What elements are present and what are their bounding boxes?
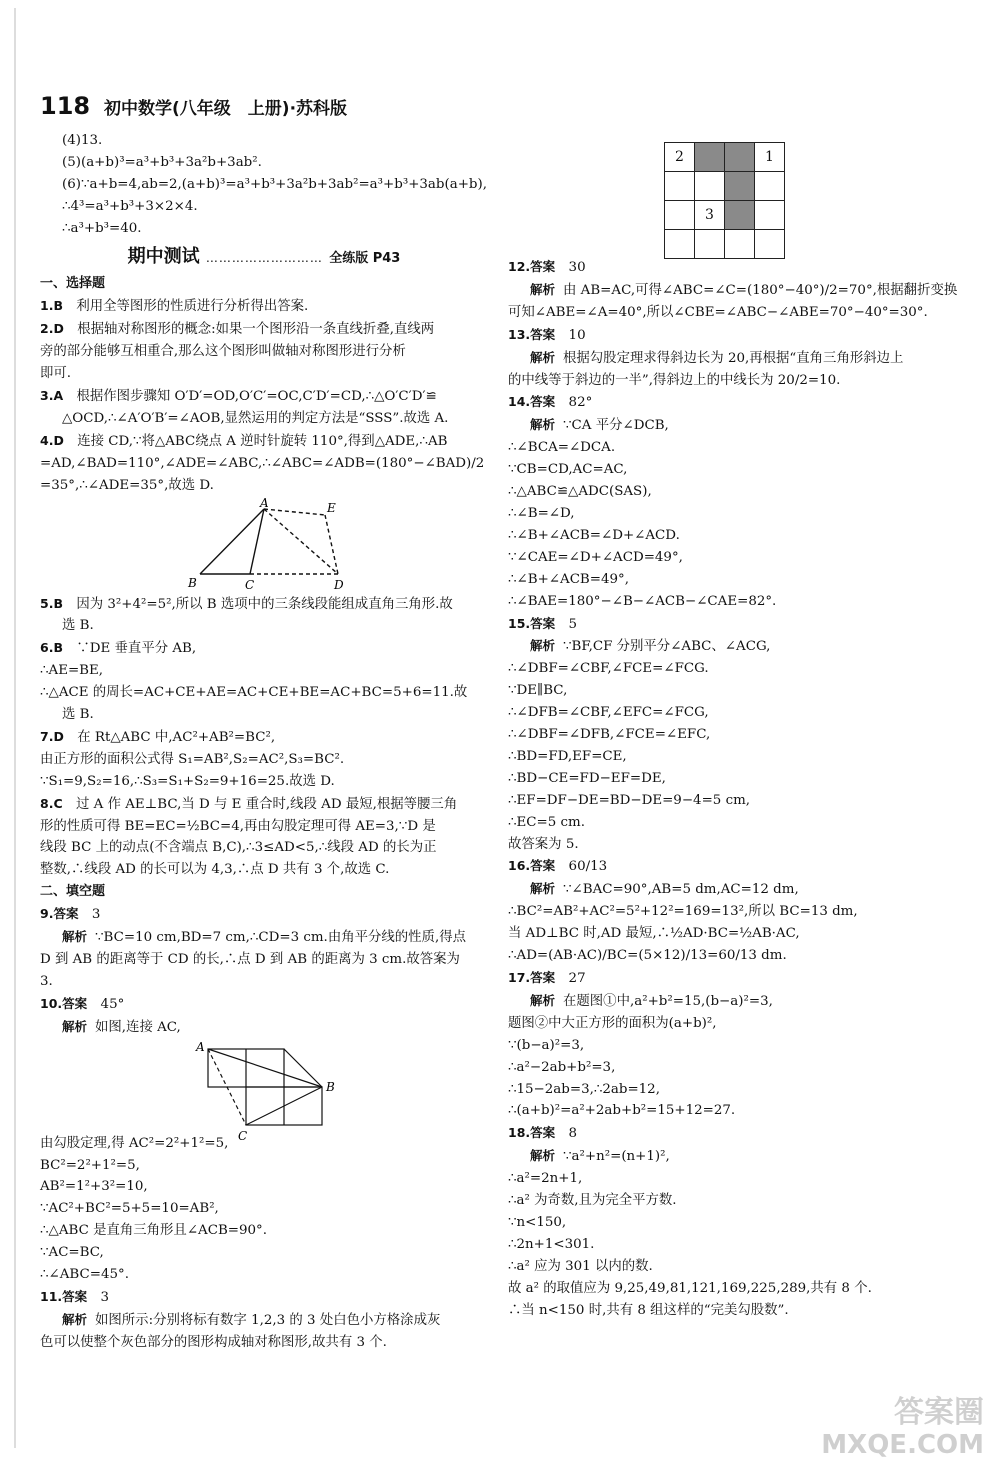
q-text: ∴a² 为奇数,且为完全平方数. xyxy=(508,1193,677,1209)
q-text: ∴∠B=∠D, xyxy=(508,505,575,521)
q-text: ∴(a+b)²=a²+2ab+b²=15+12=27. xyxy=(508,1103,736,1119)
q6 xyxy=(40,637,488,660)
book-title: 初中数学(八年级 上册)·苏科版 xyxy=(104,99,348,119)
q-text: 选 B. xyxy=(62,618,94,634)
q-text: ∴△ABC 是直角三角形且∠ACB=90°. xyxy=(40,1223,267,1239)
q-text: 故 a² 的取值应为 9,25,49,81,121,169,225,289,共有 8 个. xyxy=(508,1280,872,1296)
analysis-label: 解析 xyxy=(530,1148,556,1164)
q-text: ∵S₁=9,S₂=16,∴S₃=S₁+S₂=9+16=25.故选 D. xyxy=(40,773,335,789)
grid-cell: 2 xyxy=(665,143,695,172)
grid-cell xyxy=(725,230,755,259)
q15 xyxy=(508,613,948,636)
q-text: 根据轴对称图形的概念:如果一个图形沿一条直线折叠,直线两 xyxy=(77,322,435,338)
grid-cell-gray xyxy=(725,143,755,172)
q-text: 线段 BC 上的动点(不含端点 B,C),∴3≤AD<5,∴线段 AD 的长为正 xyxy=(40,840,437,856)
q1 xyxy=(40,295,488,318)
q13 xyxy=(508,324,948,347)
q-text: ∵CB=CD,AC=AC, xyxy=(508,462,628,478)
watermark xyxy=(821,1397,984,1461)
section-choice: 一、选择题 xyxy=(40,276,106,292)
grid-cell xyxy=(755,230,785,259)
right-column xyxy=(508,256,958,1322)
prev-line: (4)13. xyxy=(62,133,103,148)
analysis-label: 解析 xyxy=(530,349,556,365)
page-number: 118 xyxy=(40,92,91,120)
label-B: B xyxy=(188,575,197,590)
analysis-label: 解析 xyxy=(530,281,556,297)
q-answer: 10 xyxy=(568,327,586,343)
q16 xyxy=(508,855,948,878)
q-num: 2.D xyxy=(40,321,64,337)
q-num: 10.答案 xyxy=(40,995,88,1011)
q-num: 1.B xyxy=(40,298,63,314)
q-text: 利用全等图形的性质进行分析得出答案. xyxy=(76,299,309,315)
q-text: ∴△ABC≌△ADC(SAS), xyxy=(508,484,652,500)
leader-dots: ……………………… xyxy=(205,250,323,265)
grid-cell: 1 xyxy=(755,143,785,172)
label-A: A xyxy=(260,495,269,510)
q-answer: 8 xyxy=(568,1126,578,1142)
q5 xyxy=(40,593,488,616)
q-text: 如图,连接 AC, xyxy=(95,1019,181,1035)
q-num: 17.答案 xyxy=(508,970,556,985)
q-text: ∴2n+1<301. xyxy=(508,1236,595,1252)
q-text: 因为 3²+4²=5²,所以 B 选项中的三条线段能组成直角三角形.故 xyxy=(76,596,453,612)
q-text: 在 Rt△ABC 中,AC²+AB²=BC², xyxy=(77,729,276,745)
analysis-label: 解析 xyxy=(530,881,556,897)
q-text: ∴AD=(AB·AC)/BC=(5×12)/13=60/13 dm. xyxy=(508,948,787,964)
q-text: 可知∠ABE=∠A=40°,所以∠CBE=∠ABC−∠ABE=70°−40°=30°. xyxy=(508,304,928,320)
seg-AB xyxy=(208,1049,322,1087)
q-text: 题图②中大正方形的面积为(a+b)², xyxy=(508,1015,717,1031)
analysis-label: 解析 xyxy=(62,929,88,945)
q-num: 8.C xyxy=(40,795,63,811)
grid-cell xyxy=(695,230,725,259)
label-D: D xyxy=(334,577,344,592)
label-A: A xyxy=(196,1039,205,1054)
q-answer: 60/13 xyxy=(568,859,608,875)
prev-line: ∴a³+b³=40. xyxy=(62,220,142,236)
q7 xyxy=(40,726,488,749)
q-text: ∴BD=FD,EF=CE, xyxy=(508,748,627,764)
q-text: ∴15−2ab=3,∴2ab=12, xyxy=(508,1081,660,1097)
grid-cell-gray xyxy=(725,201,755,230)
figure-q11-grid xyxy=(664,142,785,259)
q-text: △OCD,∴∠A′O′B′=∠AOB,显然运用的判定方法是“SSS”.故选 A. xyxy=(62,410,449,426)
q-num: 13.答案 xyxy=(508,326,556,342)
q-num: 18.答案 xyxy=(508,1125,556,1141)
q-answer: 3 xyxy=(91,907,101,923)
q-text: ∴∠BCA=∠DCA. xyxy=(508,440,616,456)
q-text: 根据勾股定理求得斜边长为 20,再根据“直角三角形斜边上 xyxy=(563,350,904,366)
figure-q4 xyxy=(40,495,488,592)
q-text: BC²=2²+1²=5, xyxy=(40,1157,140,1173)
q-text: 故答案为 5. xyxy=(508,836,579,852)
label-E: E xyxy=(327,500,336,515)
q-text: ∵AC=BC, xyxy=(40,1245,104,1261)
q-text: AB²=1²+3²=10, xyxy=(40,1179,148,1195)
q-text: 形的性质可得 BE=EC=½BC=4,再由勾股定理可得 AE=3,∵D 是 xyxy=(40,818,436,834)
q-text: ∵n<150, xyxy=(508,1214,567,1230)
edge-AC xyxy=(250,509,264,574)
grid-cell xyxy=(665,230,695,259)
q12 xyxy=(508,256,948,279)
q-text: 即可. xyxy=(40,366,72,382)
q-text: ∴a²−2ab+b²=3, xyxy=(508,1059,616,1075)
q-answer: 27 xyxy=(568,971,586,986)
q-text: ∴a² 应为 301 以内的数. xyxy=(508,1258,653,1274)
q-text: ∴∠ABC=45°. xyxy=(40,1267,129,1283)
q-text: 选 B. xyxy=(62,707,94,723)
q-text: ∴∠DFB=∠CBF,∠EFC=∠FCG, xyxy=(508,705,709,721)
q-text: ∵CA 平分∠DCB, xyxy=(563,418,669,434)
q-text: D 到 AB 的距离等于 CD 的长,∴点 D 到 AB 的距离为 3 cm.故答案为 xyxy=(40,952,460,967)
q-num: 4.D xyxy=(40,432,64,448)
q-text: ∴∠B+∠ACB=∠D+∠ACD. xyxy=(508,527,680,543)
q-text: ∵AC²+BC²=5+5=10=AB², xyxy=(40,1201,219,1217)
q-text: ∵a²+n²=(n+1)², xyxy=(563,1149,670,1165)
q-text: ∵BF,CF 分别平分∠ABC、∠ACG, xyxy=(563,639,771,655)
q-text: 如图所示:分别将标有数字 1,2,3 的 3 处白色小方格涂成灰 xyxy=(95,1312,441,1328)
q10 xyxy=(40,993,488,1016)
left-column xyxy=(40,130,488,1354)
q-text: ∵(b−a)²=3, xyxy=(508,1037,585,1053)
q-text: 根据作图步骤知 O′D′=OD,O′C′=OC,C′D′=CD,∴△O′C′D′≌ xyxy=(76,388,437,404)
q-text: ∵∠BAC=90°,AB=5 dm,AC=12 dm, xyxy=(563,882,799,898)
prev-line: ∴4³=a³+b³+3×2×4. xyxy=(62,198,198,214)
q2 xyxy=(40,318,488,341)
q-answer: 3 xyxy=(100,1289,110,1305)
q17 xyxy=(508,967,948,990)
section-title xyxy=(40,246,488,270)
q-text: ∴BD−CE=FD−EF=DE, xyxy=(508,770,666,786)
q-text: 由正方形的面积公式得 S₁=AB²,S₂=AC²,S₃=BC². xyxy=(40,751,345,767)
grid-cell-gray xyxy=(725,172,755,201)
q-text: ∵∠CAE=∠D+∠ACD=49°, xyxy=(508,549,683,565)
midterm-title: 期中测试 xyxy=(127,245,200,267)
q-text: 在题图①中,a²+b²=15,(b−a)²=3, xyxy=(563,993,773,1009)
q4 xyxy=(40,430,488,453)
q-text: ∵BC=10 cm,BD=7 cm,∴CD=3 cm.由角平分线的性质,得点 xyxy=(95,930,466,946)
q-text: 的中线等于斜边的一半”,得斜边上的中线长为 20/2=10. xyxy=(508,372,841,388)
q-text: 旁的部分能够互相重合,那么这个图形叫做轴对称图形进行分析 xyxy=(40,344,406,360)
q-text: 当 AD⊥BC 时,AD 最短,∴½AD·BC=½AB·AC, xyxy=(508,926,800,942)
q-text: ∴EF=DF−DE=BD−DE=9−4=5 cm, xyxy=(508,792,751,808)
q-num: 6.B xyxy=(40,640,63,656)
q-text: 过 A 作 AE⊥BC,当 D 与 E 重合时,线段 AD 最短,根据等腰三角 xyxy=(76,796,458,812)
q-num: 11.答案 xyxy=(40,1288,88,1304)
q-num: 15.答案 xyxy=(508,615,556,631)
section-fill: 二、填空题 xyxy=(40,884,106,900)
q-text: 色可以使整个灰色部分的图形构成轴对称图形,故共有 3 个. xyxy=(40,1334,387,1350)
q-text: ∴a²=2n+1, xyxy=(508,1171,583,1187)
q-text: =35°,∴∠ADE=35°,故选 D. xyxy=(40,477,214,493)
label-C: C xyxy=(238,1128,248,1143)
q-text: 由 AB=AC,可得∠ABC=∠C=(180°−40°)/2=70°,根据翻折变换 xyxy=(563,282,958,298)
q-num: 16.答案 xyxy=(508,858,556,874)
grid-cell xyxy=(665,172,695,201)
q9 xyxy=(40,903,488,926)
grid-cell-gray xyxy=(695,143,725,172)
q-text: ∴∠BAE=180°−∠B−∠ACB−∠CAE=82°. xyxy=(508,593,777,609)
label-C: C xyxy=(245,577,255,592)
prev-line: (6)∵a+b=4,ab=2,(a+b)³=a³+b³+3a²b+3ab²=a³+b³+3ab(a+b), xyxy=(62,176,487,192)
q-num: 9.答案 xyxy=(40,906,79,922)
q-text: 连接 CD,∵将△ABC绕点 A 逆时针旋转 110°,得到△ADE,∴AB xyxy=(77,433,448,449)
grid-cell xyxy=(755,172,785,201)
q-text: ∴AE=BE, xyxy=(40,663,104,679)
q3 xyxy=(40,385,488,408)
edge-AE xyxy=(264,509,325,515)
grid-cell xyxy=(665,201,695,230)
q-text: =AD,∠BAD=110°,∠ADE=∠ABC,∴∠ABC=∠ADB=(180°−∠BAD)/2 xyxy=(40,455,485,471)
watermark-logo-text: 答案圈 xyxy=(894,1395,984,1430)
q-text: ∵DE 垂直平分 AB, xyxy=(76,641,197,657)
prev-answers xyxy=(40,130,488,240)
page-header xyxy=(40,92,347,120)
grid-cell xyxy=(695,172,725,201)
q-answer: 5 xyxy=(568,616,578,632)
analysis-label: 解析 xyxy=(530,638,556,654)
binding-line xyxy=(14,8,16,1448)
label-B: B xyxy=(326,1079,335,1094)
q-text: ∴BC²=AB²+AC²=5²+12²=169=13²,所以 BC=13 dm, xyxy=(508,904,858,920)
q-text: ∵DE∥BC, xyxy=(508,683,568,699)
analysis-label: 解析 xyxy=(62,1311,88,1327)
edge-AB xyxy=(200,509,264,574)
edge-AD xyxy=(264,509,338,574)
q-num: 5.B xyxy=(40,595,63,611)
q14 xyxy=(508,391,948,414)
q-num: 3.A xyxy=(40,387,64,403)
analysis-label: 解析 xyxy=(530,992,556,1008)
analysis-label: 解析 xyxy=(530,417,556,433)
q-text: 整数,∴线段 AD 的长可以为 4,3,∴点 D 共有 3 个,故选 C. xyxy=(40,862,390,878)
q-answer: 30 xyxy=(568,260,586,275)
q18 xyxy=(508,1122,948,1145)
watermark-url: MXQE.COM xyxy=(821,1430,984,1460)
q-text: ∴△ACE 的周长=AC+CE+AE=AC+CE+BE=AC+BC=5+6=11.故 xyxy=(40,685,468,701)
q-text: ∴∠B+∠ACB=49°, xyxy=(508,571,629,587)
analysis-label: 解析 xyxy=(62,1018,88,1034)
q-text: ∴∠DBF=∠CBF,∠FCE=∠FCG. xyxy=(508,661,709,677)
q-answer: 82° xyxy=(568,395,593,411)
grid-cell xyxy=(755,201,785,230)
workbook-ref: 全练版 P43 xyxy=(329,250,401,266)
q-text: ∴EC=5 cm. xyxy=(508,814,585,830)
q-num: 12.答案 xyxy=(508,259,556,274)
grid-line xyxy=(284,1049,322,1087)
q-text: ∴∠DBF=∠DFB,∠FCE=∠EFC, xyxy=(508,727,711,743)
q-text: 3. xyxy=(40,973,53,989)
q-num: 7.D xyxy=(40,728,64,744)
q-answer: 45° xyxy=(100,996,125,1012)
prev-line: (5)(a+b)³=a³+b³+3a²b+3ab². xyxy=(62,154,262,170)
q-text: ∴当 n<150 时,共有 8 组这样的“完美勾股数”. xyxy=(508,1302,789,1318)
q-num: 14.答案 xyxy=(508,394,556,410)
q11 xyxy=(40,1286,488,1309)
q8 xyxy=(40,793,488,816)
q-text: 由勾股定理,得 AC²=2²+1²=5, xyxy=(40,1135,229,1151)
grid-cell: 3 xyxy=(695,201,725,230)
